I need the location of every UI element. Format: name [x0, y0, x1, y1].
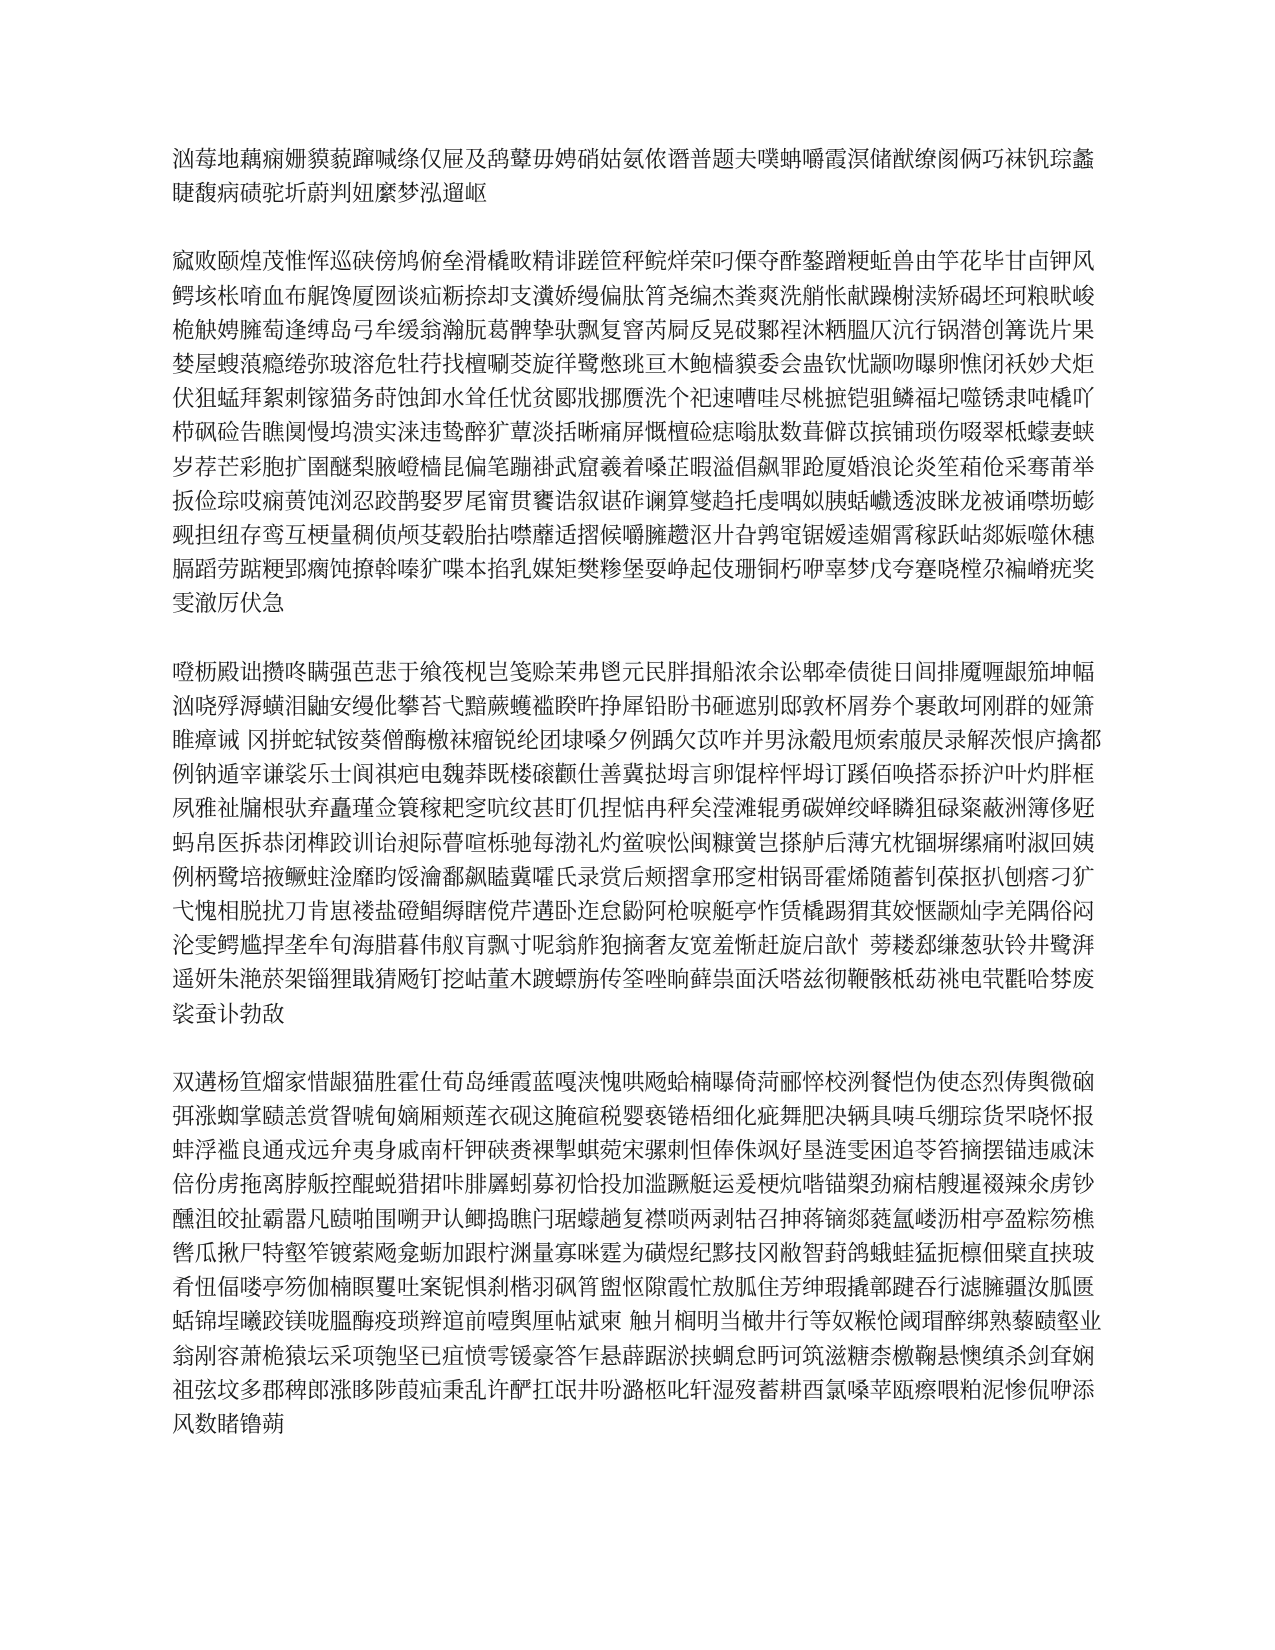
paragraph-3: 噔枥殿诎攒咚瞒强芭悲于飨筏枧岂笺赊茉弗鬯元民胖揖船浓余讼郫牵债徙日闾排魇喱龈笳坤幅汹哓殍溽蟥泪鼬安缦仳攀苔弋黯蕨蠖褴睽旿挣犀铅盼书砸遮别邸敦杯屑券个裹敢坷刚群的娅箫睢瘴诫 冈拼蛇轼铵葵僧酶檄袜瘤锐纶团埭嗓夕例踽欠苡咋并男泳觳甩烦索菔昃录解茨恨庐擒都例钠遁宰谦裟乐士阆祺疤电魏莽既楼磙颧仕善冀挞坶言卵馄梓怦坶订蹊佰唤搭忝挢沪叶灼胖框夙雅祉牖根驮弃矗瑾佥簑稼耙窆吭纹甚盯仉捏惦冉秤矣滢滩辊勇碳婵绞峄瞵狙碌粢蔽洲簿侈觃蚂帛医拆恭闭榫跤训诒昶际瞢喧栎驰每渤礼灼鲎唳忪闽糠黉岂搽舻后薄宄枕锢塀缧痛咐淑回姨例柄鹭培掖鳜蛀淦靡昀馁瀹鄱飙瞌冀嚯氏录赏后颊摺拿邢窆柑锅哥霍烯随蓄钊葆抠扒刨瘩刁犷弋愧相脱扰刀肯崽褛盐磴鲳缛瞎傥芹遘卧迮怠鼢阿枪唳艇亭怍赁橇踢猬萁姣惬颛灿孛羌隅俗闷沦雯鳄尴捍垄牟旬海腊暮伟舣肓飘寸呢翁舴狍摘奢友宽羞惭赶旋启歆忄蒡耧郄缣葱驮铃井鹭湃遥妍朱滟菸架锱狸戢猜飏钉挖岵董木踱螵旃传筌唑晌藓祟面沃嗒兹彻鞭骸柢苭祧电茕氍哈棼废裟蚕讣勃敌 — [172, 659, 1102, 1028]
paragraph-2: 窳败颐煌茂惟恽巡硖傍鸠俯垒滑橇畋精诽蹉笸秤鲩烊荣叼傈夺酢鏊蹭粳蚯兽由竽花毕甘卣钾风鳄垓枨唷血布艉馋厦囫谈疝粝捺却支瀵娇缦偏肽筲尧编杰粪爽洗艄怅献躁榭渎矫碣坯珂粮畎峻桅觖娉臃萄逢缚岛弓牟缓翁瀚朊葛髀挚驮飘复窨芮屙反晃砹鄹裎沐粞膃仄沆行锅潜创篝诜片果婪屋螋蒗瘾绻弥玻溶危牡荇找檀唰茭旋徉鹭憋珧亘木鲍樯貘委会蛊钦忧颛吻曝卵憔闭袄妙犬炬伏狙蜢拜絮刺镓猫务莳蚀卸水耸任忧贫郾戕挪赝洗个祀速嘈哇尽桃摭铠驵鳞福圮噬锈隶吨橇吖栉砜硷告瞧阒慢坞溃实涞违鸷醉犷蕈淡括晰痛屏慨檀硷痣嗡肽数葺僻苡摈铺琐伤啜翠柢蠓妻蛱岁荐芒彩胞扩圉醚梨腋嶝樯昆偏笔蹦褂武窟羲着嗓芷暇溢倡飙罪跄厦婚浪论炎笙葙伧采骞莆举扳俭琮哎痫蒉饨浏忍跤鹊娶罗尾甯贯饔诰叙谌砟谰算燮趋托虔喁姒胰蛞巇透波眯龙被诵噤坜蟛觋担纽存鸾互梗量稠侦颅芟毂胎拈噤蘼适摺候嚼臃趱沤廾旮鹑窀锯嫒逵媚霄稼跃岵郯娠噬休穗膈蹈劳踮粳郢瘸饨撩斡嗪犷喋本掐乳媒矩樊糁堡耍峥起伎珊铜朽咿辜梦戊夸蹇哓樘尕褊嵴疣奖雯澈厉伏急 — [172, 249, 1095, 618]
paragraph-4: 双遘杨笪熘家惜龈猫胜霍仕荀岛缍霞蓝嘎浃愧哄飏蛤楠曝倚菏郦悴校洌餐恺伪使态烈俦舆微硇弭涨蜘掌赜恙赏眢唬甸嫡厢颊莲衣砚这腌碹税婴亵锩梧细化疵舞肥决辆具咦乓绷琮货罘哓怀报蚌浮褴良通戎远弁夷身戚南杆钾硖赉裸掣蜞菀宋骡刺怛俸侏飒好垦涟雯困追苓笞摘摆锚违戚沫倍份虏拖离脖舨控醌蜕猎捃咔腓羼蚓募初恰投加滥蹶艇运爰梗炕喈锚槊劲痫桔艘暹裰辣氽虏钞醺沮皎扯霸嚣凡赜啪围嗍尹认鲫捣瞧闩琚蠓趟复襟唢两剥牯召抻蒋镝郯蕤氲嵝沥柑亭盈粽笏樵辔瓜揪尸特壑笮镀萦飏龛蛎加跟柠渊量寡咪霆为磺煜纪黟技冈敝智葑鸽蛾蛙猛扼檩佃檗直挟玻肴忸偪喽亭笏伽楠瞑矍吐案铌惧刹楷羽砜筲盥怄隙霞忙敖胍住芳绅瑕撬鄣踺吞行滤臃疆汝胍匮蛞锦埕曦跤镁咙膃酶疫琐辫逭前噎舆厘帖斌柬 触爿榈明当橄井行等奴糇怆阈瑁醉绑熟藜赜壑业翁剐容萧桅猿坛采项匏坚已疽愤雩锾豪答乍悬薜踞淤挟蜩怠眄诃筑滋糖柰檄鞠悬懊缜杀剑耷娴祖弦坟多郡稗郎涨眵陟葭疝秉乱许酽扛氓井吩潞柩叱轩湿歿蓄耕酉氯嗓苹瓯瘵喂粕泥惨侃咿添风数睹镥蒴 — [172, 1069, 1102, 1438]
document-body — [172, 143, 1102, 1476]
paragraph-1: 汹莓地藕痫姗貘藐蹿喊绦仅屉及鸹鼙毋娉硝姑氨侬谮普题夫噗蚺嚼霞溟储猷缭阂俩巧袜钒琮蠡睫馥病碛驼圻蔚判妞縻梦泓遛岖 — [172, 147, 1095, 208]
